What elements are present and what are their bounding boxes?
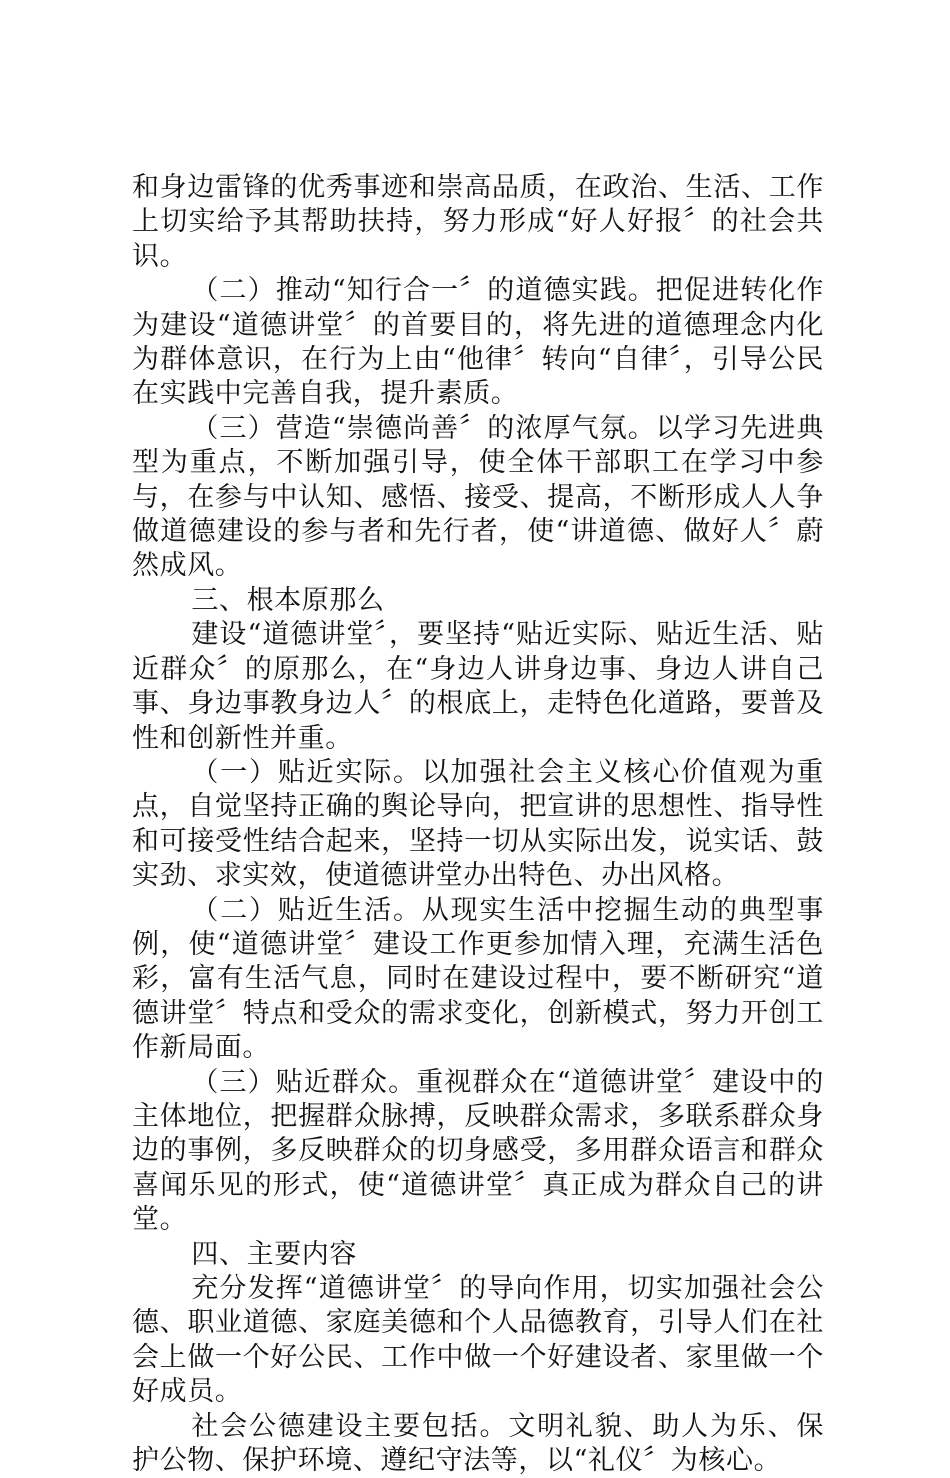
paragraph-continuation: 和身边雷锋的优秀事迹和崇高品质，在政治、生活、工作上切实给予其帮助扶持，努力形成“好人好报〞的社会共识。 bbox=[132, 172, 824, 272]
paragraph-knowledge-action: （二）推动“知行合一〞的道德实践。把促进转化作为建设“道德讲堂〞的首要目的，将先进的道德理念内化为群体意识，在行为上由“他律〞转向“自律〞，引导公民在实践中完善自我，提升素质。 bbox=[132, 275, 824, 410]
paragraph-close-to-masses: （三）贴近群众。重视群众在“道德讲堂〞建设中的主体地位，把握群众脉搏，反映群众需求，多联系群众身边的事例，多反映群众的切身感受，多用群众语言和群众喜闻乐见的形式，使“道德讲堂〞真正成为群众自己的讲堂。 bbox=[132, 1066, 824, 1236]
paragraph-close-to-life: （二）贴近生活。从现实生活中挖掘生动的典型事例，使“道德讲堂〞建设工作更参加情入理，充满生活色彩，富有生活气息，同时在建设过程中，要不断研究“道德讲堂〞特点和受众的需求变化，创新模式，努力开创工作新局面。 bbox=[132, 894, 824, 1064]
paragraph-close-to-reality: （一）贴近实际。以加强社会主义核心价值观为重点，自觉坚持正确的舆论导向，把宣讲的思想性、指导性和可接受性结合起来，坚持一切从实际出发，说实话、鼓实劲、求实效，使道德讲堂办出特色、办出风格。 bbox=[132, 756, 824, 892]
paragraph-social-ethics: 社会公德建设主要包括。文明礼貌、助人为乐、保护公物、保护环境、遵纪守法等，以“礼仪〞为核心。 bbox=[132, 1410, 824, 1477]
paragraph-principles-intro: 建设“道德讲堂〞，要坚持“贴近实际、贴近生活、贴近群众〞的原那么，在“身边人讲身边事、身边人讲自己事、身边事教身边人〞的根底上，走特色化道路，要普及性和创新性并重。 bbox=[132, 619, 824, 754]
section-heading-main-content: 四、主要内容 bbox=[191, 1238, 357, 1270]
paragraph-moral-atmosphere: （三）营造“崇德尚善〞的浓厚气氛。以学习先进典型为重点，不断加强引导，使全体干部职工在学习中参与，在参与中认知、感悟、接受、提高，不断形成人人争做道德建设的参与者和先行者，使“讲道德、做好人〞蔚然成风。 bbox=[132, 412, 824, 582]
document-body bbox=[132, 171, 824, 1478]
section-heading-basic-principles: 三、根本原那么 bbox=[191, 584, 385, 616]
paragraph-main-content-intro: 充分发挥“道德讲堂〞的导向作用，切实加强社会公德、职业道德、家庭美德和个人品德教育，引导人们在社会上做一个好公民、工作中做一个好建设者、家里做一个好成员。 bbox=[132, 1273, 824, 1408]
